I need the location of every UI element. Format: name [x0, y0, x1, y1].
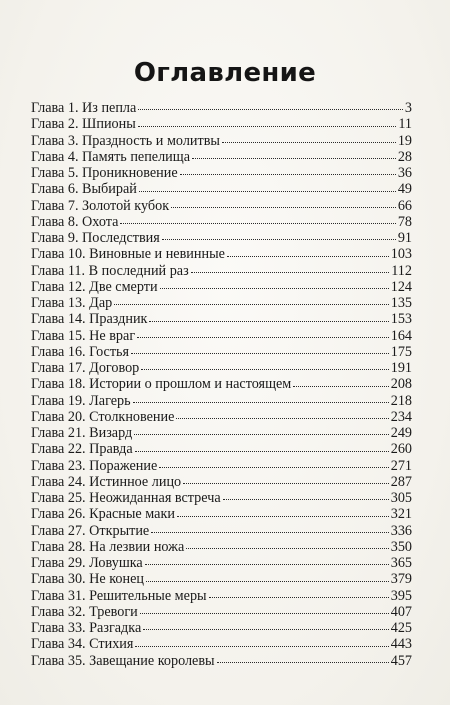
dot-leader — [151, 532, 389, 533]
dot-leader — [176, 418, 388, 419]
toc-entry — [31, 214, 412, 230]
toc-entry — [31, 571, 412, 587]
toc-entry — [31, 620, 412, 636]
dot-leader — [143, 629, 388, 630]
dot-leader — [227, 256, 389, 257]
toc-entry-label: Глава 24. Истинное лицо — [31, 473, 182, 490]
toc-title: Оглавление — [133, 58, 317, 88]
dot-leader — [186, 548, 388, 549]
dot-leader — [159, 467, 388, 468]
toc-entry-page-number: 164 — [390, 327, 412, 344]
toc-entry — [31, 636, 412, 652]
toc-entry-label: Глава 11. В последний раз — [31, 262, 189, 279]
toc-entry-label: Глава 27. Открытие — [31, 522, 150, 539]
dot-leader — [191, 272, 390, 273]
toc-entry-page-number: 112 — [391, 262, 412, 279]
toc-entry-page-number: 336 — [390, 522, 412, 539]
toc-entry — [31, 555, 412, 571]
toc-entry-label: Глава 33. Разгадка — [31, 620, 142, 636]
toc-entry-page-number: 3 — [404, 100, 412, 116]
toc-entry — [31, 393, 412, 409]
toc-entry — [31, 409, 412, 425]
toc-entry-page-number: 321 — [390, 506, 412, 523]
toc-entry-label: Глава 1. Из пепла — [31, 100, 137, 116]
toc-entry — [31, 344, 412, 360]
toc-entry — [31, 506, 412, 522]
toc-entry-label: Глава 30. Не конец — [31, 571, 144, 588]
dot-leader — [137, 337, 389, 338]
dot-leader — [209, 597, 389, 598]
dot-leader — [177, 516, 389, 517]
toc-entry-label: Глава 17. Договор — [31, 360, 140, 376]
toc-entry — [31, 149, 412, 165]
toc-entry-label: Глава 9. Последствия — [31, 230, 160, 246]
dot-leader — [183, 483, 389, 484]
toc-entry — [31, 263, 412, 279]
dot-leader — [223, 499, 389, 500]
toc-entry-page-number: 135 — [390, 295, 412, 311]
toc-entry-page-number: 19 — [397, 132, 412, 149]
dot-leader — [146, 581, 389, 582]
toc-entry-page-number: 350 — [390, 538, 412, 555]
toc-entry-page-number: 153 — [390, 311, 412, 328]
dot-leader — [131, 353, 389, 354]
dot-leader — [192, 158, 396, 159]
toc-entry-page-number: 379 — [390, 571, 412, 588]
dot-leader — [114, 304, 389, 305]
dot-leader — [140, 613, 389, 614]
toc-entry — [31, 458, 412, 474]
toc-entry — [31, 376, 412, 392]
toc-entry — [31, 490, 412, 506]
toc-entry — [31, 653, 412, 669]
toc-entry-label: Глава 31. Решительные меры — [31, 587, 207, 604]
toc-entry-page-number: 208 — [390, 376, 412, 393]
toc-entry-label: Глава 7. Золотой кубок — [31, 197, 170, 214]
toc-entry-label: Глава 35. Завещание королевы — [31, 652, 215, 669]
toc-entry-page-number: 249 — [390, 425, 412, 441]
dot-leader — [138, 109, 403, 110]
toc-entry-label: Глава 5. Проникновение — [31, 165, 178, 181]
toc-entry-label: Глава 19. Лагерь — [31, 392, 131, 409]
toc-entry-label: Глава 14. Праздник — [31, 311, 148, 328]
toc-entry — [31, 539, 412, 555]
toc-entry — [31, 246, 412, 262]
toc-entry — [31, 198, 412, 214]
dot-leader — [120, 223, 395, 224]
toc-entry — [31, 116, 412, 132]
toc-entry — [31, 604, 412, 620]
toc-entry — [31, 165, 412, 181]
toc-entry — [31, 474, 412, 490]
dot-leader — [135, 451, 389, 452]
toc-entry-label: Глава 6. Выбирай — [31, 181, 137, 198]
toc-entry-label: Глава 18. Истории о прошлом и настоящем — [31, 376, 292, 393]
toc-entry-label: Глава 8. Охота — [31, 213, 119, 230]
toc-entry-page-number: 103 — [390, 246, 412, 263]
table-of-contents — [31, 100, 412, 669]
dot-leader — [222, 142, 396, 143]
dot-leader — [135, 646, 388, 647]
toc-entry-label: Глава 15. Не враг — [31, 327, 136, 344]
dot-leader — [134, 434, 388, 435]
toc-entry-page-number: 395 — [390, 587, 412, 604]
toc-entry-page-number: 443 — [390, 636, 412, 653]
dot-leader — [145, 564, 389, 565]
dot-leader — [180, 174, 396, 175]
toc-entry-label: Глава 12. Две смерти — [31, 278, 158, 295]
toc-entry — [31, 181, 412, 197]
toc-entry-page-number: 28 — [397, 148, 412, 165]
toc-entry — [31, 588, 412, 604]
dot-leader — [162, 239, 396, 240]
toc-entry-page-number: 124 — [390, 278, 412, 295]
toc-entry — [31, 425, 412, 441]
toc-entry-page-number: 49 — [397, 181, 412, 198]
toc-entry — [31, 441, 412, 457]
toc-entry-page-number: 234 — [390, 408, 412, 425]
dot-leader — [171, 207, 396, 208]
toc-entry-label: Глава 22. Правда — [31, 441, 133, 458]
toc-entry-label: Глава 13. Дар — [31, 295, 113, 311]
toc-entry-label: Глава 21. Визард — [31, 425, 133, 441]
toc-entry-label: Глава 20. Столкновение — [31, 408, 175, 425]
dot-leader — [217, 662, 389, 663]
toc-entry — [31, 328, 412, 344]
toc-entry-page-number: 191 — [390, 360, 412, 376]
dot-leader — [138, 126, 397, 127]
toc-entry — [31, 133, 412, 149]
toc-entry-page-number: 218 — [390, 392, 412, 409]
dot-leader — [139, 191, 396, 192]
toc-entry-label: Глава 10. Виновные и невинные — [31, 246, 225, 263]
toc-entry-page-number: 407 — [390, 603, 412, 620]
toc-entry-label: Глава 3. Праздность и молитвы — [31, 132, 220, 149]
toc-entry-page-number: 66 — [397, 197, 412, 214]
toc-entry-page-number: 457 — [390, 652, 412, 669]
toc-entry-page-number: 78 — [397, 213, 412, 230]
toc-entry — [31, 279, 412, 295]
toc-entry — [31, 523, 412, 539]
toc-entry-page-number: 271 — [390, 457, 412, 474]
toc-entry-page-number: 91 — [397, 230, 412, 246]
toc-entry — [31, 100, 412, 116]
toc-entry-label: Глава 34. Стихия — [31, 636, 134, 653]
toc-entry-label: Глава 4. Память пепелища — [31, 148, 190, 165]
dot-leader — [293, 386, 388, 387]
toc-entry-label: Глава 32. Тревоги — [31, 603, 138, 620]
toc-entry — [31, 295, 412, 311]
dot-leader — [133, 402, 389, 403]
dot-leader — [141, 369, 388, 370]
dot-leader — [160, 288, 389, 289]
toc-entry-label: Глава 2. Шпионы — [31, 116, 136, 133]
toc-entry-page-number: 260 — [390, 441, 412, 458]
toc-entry-label: Глава 28. На лезвии ножа — [31, 538, 185, 555]
toc-entry-page-number: 305 — [390, 490, 412, 506]
toc-entry-page-number: 287 — [390, 473, 412, 490]
toc-entry-label: Глава 26. Красные маки — [31, 506, 175, 523]
toc-entry-page-number: 175 — [390, 343, 412, 360]
toc-entry — [31, 230, 412, 246]
toc-entry-page-number: 365 — [390, 555, 412, 571]
toc-entry-label: Глава 16. Гостья — [31, 343, 130, 360]
toc-entry-label: Глава 23. Поражение — [31, 457, 158, 474]
toc-entry-page-number: 36 — [397, 165, 412, 181]
toc-entry-label: Глава 25. Неожиданная встреча — [31, 490, 221, 506]
toc-entry-page-number: 11 — [398, 116, 412, 133]
dot-leader — [149, 321, 388, 322]
toc-entry-page-number: 425 — [390, 620, 412, 636]
toc-entry — [31, 360, 412, 376]
toc-entry — [31, 311, 412, 327]
toc-entry-label: Глава 29. Ловушка — [31, 555, 143, 571]
